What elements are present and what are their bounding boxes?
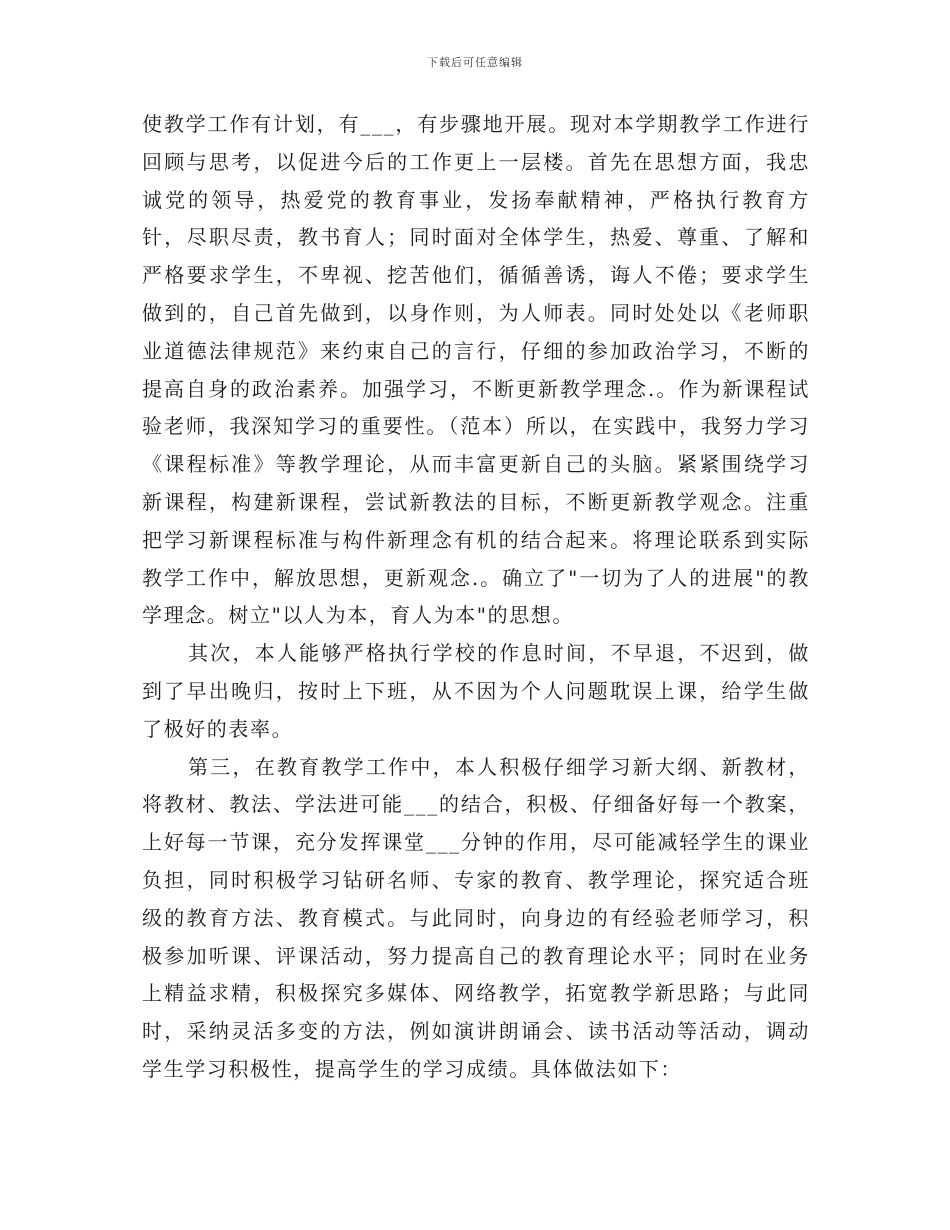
page-header: 下载后可任意编辑	[427, 56, 523, 69]
paragraph-1: 使教学工作有计划，有___，有步骤地开展。现对本学期教学工作进行回顾与思考，以促进今后的工作更上一层楼。首先在思想方面，我忠诚党的领导，热爱党的教育事业，发扬奉献精神，严格执行教育方针，尽职尽责，教书育人；同时面对全体学生，热爱、尊重、了解和严格要求学生，不卑视、挖苦他们，循循善诱，诲人不倦；要求学生做到的，自己首先做到，以身作则，为人师表。同时处处以《老师职业道德法律规范》来约束自己的言行，仔细的参加政治学习，不断的提高自身的政治素养。加强学习，不断更新教学理念.。作为新课程试验老师，我深知学习的重要性。（范本）所以，在实践中，我努力学习《课程标准》等教学理论，从而丰富更新自己的头脑。紧紧围绕学习新课程，构建新课程，尝试新教法的目标，不断更新教学观念。注重把学习新课程标准与构件新理念有机的结合起来。将理论联系到实际教学工作中，解放思想，更新观念.。确立了"一切为了人的进展"的教学理念。树立"以人为本，育人为本"的思想。	[142, 112, 810, 628]
paragraph-2: 其次，本人能够严格执行学校的作息时间，不早退，不迟到，做到了早出晚归，按时上下班，从不因为个人问题耽误上课，给学生做了极好的表率。	[142, 641, 810, 741]
document-body	[142, 106, 810, 1089]
paragraph-3: 第三，在教育教学工作中，本人积极仔细学习新大纲、新教材，将教材、教法、学法进可能___的结合，积极、仔细备好每一个教案，上好每一节课，充分发挥课堂___分钟的作用，尽可能减轻学生的课业负担，同时积极学习钻研名师、专家的教育、教学理论，探究适合班级的教育方法、教育模式。与此同时，向身边的有经验老师学习，积极参加听课、评课活动，努力提高自己的教育理论水平；同时在业务上精益求精，积极探究多媒体、网络教学，拓宽教学新思路；与此同时，采纳灵活多变的方法，例如演讲朗诵会、读书活动等活动，调动学生学习积极性，提高学生的学习成绩。具体做法如下：	[142, 754, 810, 1081]
